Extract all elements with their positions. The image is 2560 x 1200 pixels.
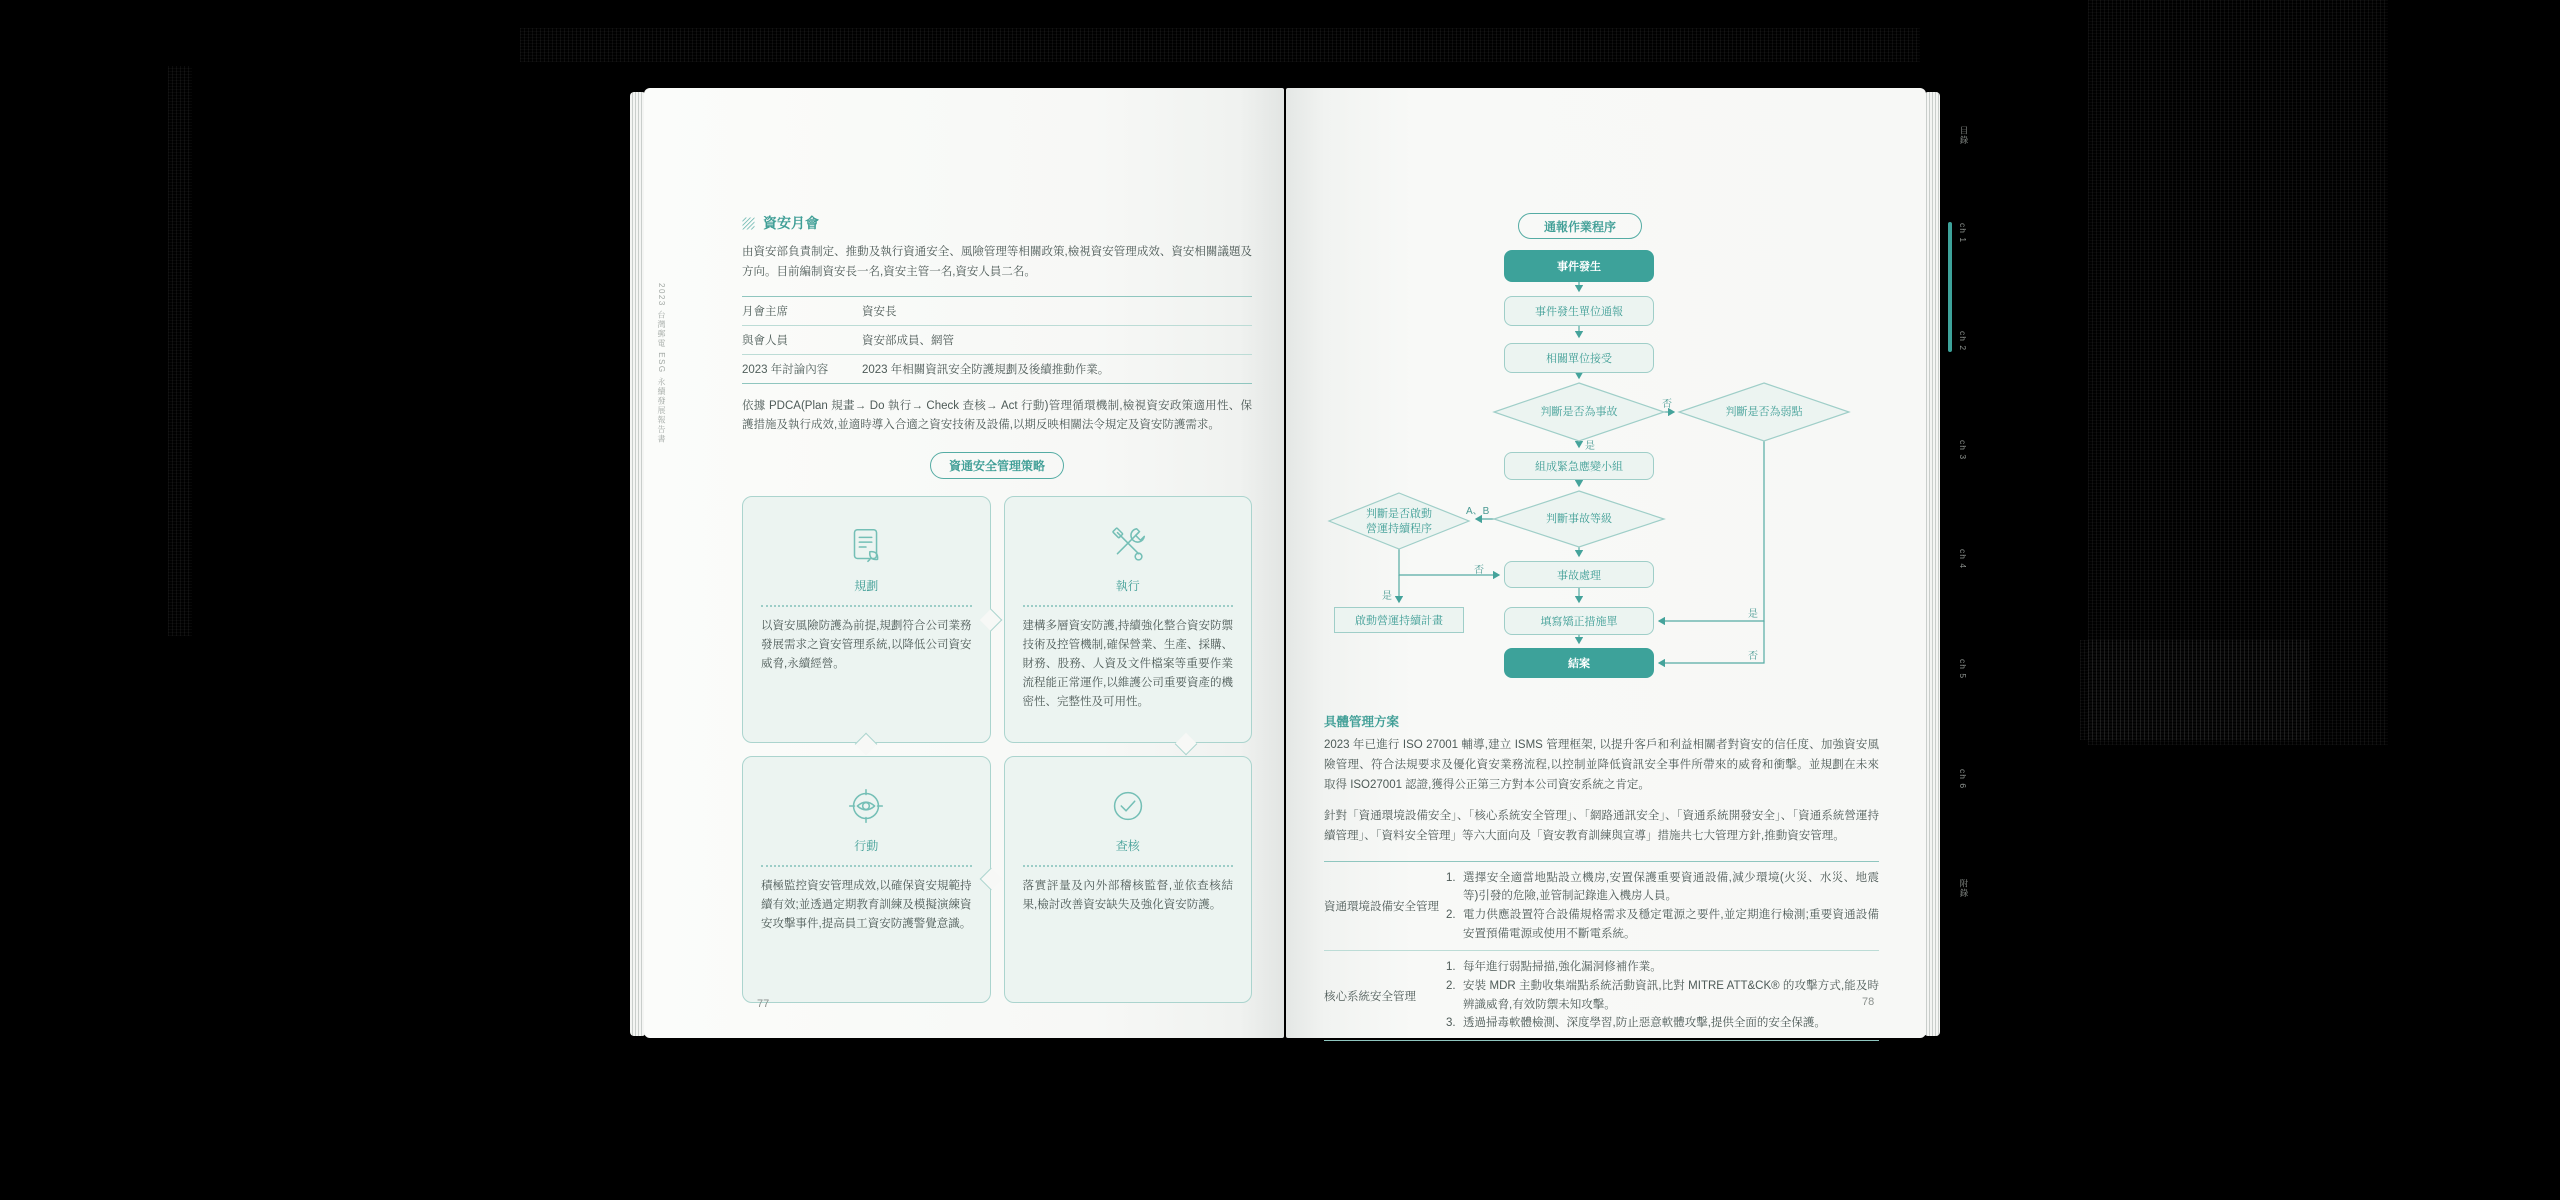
flow-decision-level: 判斷事故等級: [1546, 513, 1612, 525]
flow-node-accept: 相關單位接受: [1504, 343, 1654, 373]
pdca-quadrant-grid: [742, 496, 1252, 1003]
tools-icon: [1105, 523, 1151, 569]
section-heading: [742, 213, 1252, 233]
edge-label-yes: 是: [1585, 441, 1595, 452]
edge-label-no: 否: [1662, 399, 1672, 410]
plan-section-heading: 具體管理方案: [1324, 715, 1400, 729]
row-label: 資通環境設備安全管理: [1324, 861, 1446, 951]
page-stack-edge-right: [1924, 92, 1940, 1036]
tab-appendix[interactable]: 附錄: [1959, 879, 1969, 898]
row-value: 2023 年相關資訊安全防護規劃及後續推動作業。: [862, 363, 1110, 376]
flow-decision-bcp-line2: 營運持續程序: [1366, 522, 1432, 535]
dotted-divider: [1023, 865, 1234, 867]
table-row: [1324, 861, 1879, 951]
quadrant-act: [742, 756, 991, 1003]
hatch-square-icon: [742, 217, 755, 230]
tab-ch4[interactable]: ch 4: [1958, 549, 1968, 570]
flow-decision-incident: 判斷是否為事故: [1540, 406, 1618, 418]
open-report-book: [630, 88, 1940, 1038]
flowchart-title-pill: 通報作業程序: [1518, 213, 1642, 239]
document-pen-icon: [843, 523, 889, 569]
measure-item: 每年進行弱點掃描,強化漏洞修補作業。: [1463, 961, 1662, 974]
chapter-tab-strip: [1950, 110, 1990, 940]
quadrant-label: 查核: [1115, 839, 1140, 854]
table-row: [742, 354, 1252, 383]
flow-node-handle: 事故處理: [1504, 561, 1654, 588]
page-number-left: 77: [757, 998, 770, 1010]
edge-label-no: 否: [1474, 565, 1484, 576]
quadrant-text: 落實評量及內外部稽核監督,並依查核結果,檢討改善資安缺失及強化資安防護。: [1022, 880, 1233, 912]
quadrant-check: [1004, 756, 1253, 1003]
quadrant-label: 執行: [1115, 579, 1140, 594]
flow-node-fix: 填寫矯正措施單: [1504, 607, 1654, 635]
section-title: 資安月會: [763, 215, 819, 231]
edge-label-yes: 是: [1382, 591, 1392, 602]
active-chapter-indicator: [1948, 222, 1952, 352]
check-circle-icon: [1105, 783, 1151, 829]
row-value: [1446, 951, 1879, 1041]
incident-report-flowchart: [1324, 205, 1879, 697]
table-row: [742, 296, 1252, 325]
eye-target-icon: [843, 783, 889, 829]
quadrant-text: 以資安風險防護為前提,規劃符合公司業務發展需求之資安管理系統,以降低公司資安威脅,永續經營。: [761, 620, 972, 670]
quadrant-label: 規劃: [854, 579, 879, 594]
plan-paragraph-1: 2023 年已進行 ISO 27001 輔導,建立 ISMS 管理框架, 以提升客戶和利益相關者對資安的信任度、加強資安風險管理、符合法規要求及優化資安業務流程,以控制並降低資訊安全事件所帶來的威脅和衝擊。並規劃在未來取得 ISO27001 認證,獲得公正第三方對本公司資安系統之肯定。: [1324, 739, 1879, 791]
dotted-divider: [761, 605, 972, 607]
quadrant-plan: [742, 496, 991, 743]
measure-list: [1446, 958, 1879, 1033]
edge-label-ab: A、B: [1466, 506, 1490, 517]
page-number-right: 78: [1862, 996, 1875, 1008]
measure-item: 透過掃毒軟體檢測、深度學習,防止惡意軟體攻擊,提供全面的安全保護。: [1463, 1017, 1826, 1030]
quadrant-label: 行動: [854, 839, 879, 854]
dotted-divider: [761, 865, 972, 867]
quadrant-do: [1004, 496, 1253, 743]
plan-paragraph-2: 針對「資通環境設備安全」、「核心系統安全管理」、「網路通訊安全」、「資通系統開發安全」、「資通系統營運持續管理」、「資料安全管理」等六大面向及「資安教育訓練與宣導」措施共七大管理方針,推動資安管理。: [1324, 810, 1879, 843]
glitch-noise-band: [2080, 640, 2310, 740]
strategy-pill-label: 資通安全管理策略: [930, 452, 1064, 479]
flow-decision-weakness: 判斷是否為弱點: [1725, 406, 1803, 418]
row-label: 月會主席: [742, 296, 862, 325]
row-label: 2023 年討論內容: [742, 363, 829, 376]
row-value: 資安長: [862, 296, 1252, 325]
glitch-noise-band: [520, 28, 1920, 62]
tab-toc[interactable]: 目錄: [1959, 126, 1969, 145]
flow-node-bcp-plan: 啟動營運持續計畫: [1334, 607, 1464, 633]
flow-node-start: 事件發生: [1504, 250, 1654, 282]
row-label: 與會人員: [742, 325, 862, 354]
flow-decision-bcp: [1339, 507, 1459, 537]
flow-node-close: 結案: [1504, 648, 1654, 678]
management-measures-table: [1324, 861, 1879, 1041]
meeting-table: [742, 296, 1252, 384]
glitch-noise-band: [168, 66, 192, 636]
measure-item: 安裝 MDR 主動收集端點系統活動資訊,比對 MITRE ATT&CK® 的攻擊方式,能及時辨識威脅,有效防禦未知攻擊。: [1463, 979, 1879, 1011]
row-value: [1446, 861, 1879, 951]
flow-node-report: 事件發生單位通報: [1504, 296, 1654, 326]
measure-item: 選擇安全適當地點設立機房,安置保護重要資通設備,減少環境(火災、水災、地震等)引發的危險,並管制記錄進入機房人員。: [1463, 871, 1879, 903]
pdca-paragraph: 依據 PDCA(Plan 規畫→ Do 執行→ Check 查核→ Act 行動)管理循環機制,檢視資安政策適用性、保護措施及執行成效,並適時導入合適之資安技術及設備,以期反映相關法令規定及資安防護需求。: [742, 399, 1252, 432]
tab-ch5[interactable]: ch 5: [1958, 659, 1968, 680]
measure-list: [1446, 869, 1879, 944]
edge-label-yes: 是: [1748, 609, 1758, 620]
report-page-left: [644, 88, 1284, 1038]
flow-decision-bcp-line1: 判斷是否啟動: [1366, 508, 1432, 520]
report-page-right: [1286, 88, 1926, 1038]
tab-ch2[interactable]: ch 2: [1958, 331, 1968, 352]
tab-ch6[interactable]: ch 6: [1958, 769, 1968, 790]
report-spine-caption: 2023 台灣郵電 ESG 永續發展報告書: [657, 283, 666, 444]
tab-ch3[interactable]: ch 3: [1958, 440, 1968, 461]
quadrant-text: 建構多層資安防護,持續強化整合資安防禦技術及控管機制,確保營業、生產、採購、財務、股務、人資及文件檔案等重要作業流程能正常運作,以維護公司重要資產的機密性、完整性及可用性。: [1022, 620, 1233, 708]
quadrant-text: 積極監控資安管理成效,以確保資安規範持續有效;並透過定期教育訓練及模擬演練資安攻擊事件,提高員工資安防護警覺意識。: [761, 880, 972, 930]
edge-label-no: 否: [1748, 651, 1758, 662]
row-label: 核心系統安全管理: [1324, 990, 1416, 1003]
flow-node-team: 組成緊急應變小組: [1504, 452, 1654, 480]
dotted-divider: [1023, 605, 1234, 607]
tab-ch1[interactable]: ch 1: [1958, 223, 1968, 244]
intro-paragraph: 由資安部負責制定、推動及執行資通安全、風險管理等相關政策,檢視資安管理成效、資安相關議題及方向。目前編制資安長一名,資安主管一名,資安人員二名。: [742, 246, 1252, 278]
table-row: [742, 325, 1252, 354]
row-value: 資安部成員、網管: [862, 325, 1252, 354]
glitch-noise-band: [2088, 0, 2388, 745]
table-row: [1324, 951, 1879, 1041]
measure-item: 電力供應設置符合設備規格需求及穩定電源之要件,並定期進行檢測;重要資通設備安置預備電源或使用不斷電系統。: [1463, 909, 1879, 940]
